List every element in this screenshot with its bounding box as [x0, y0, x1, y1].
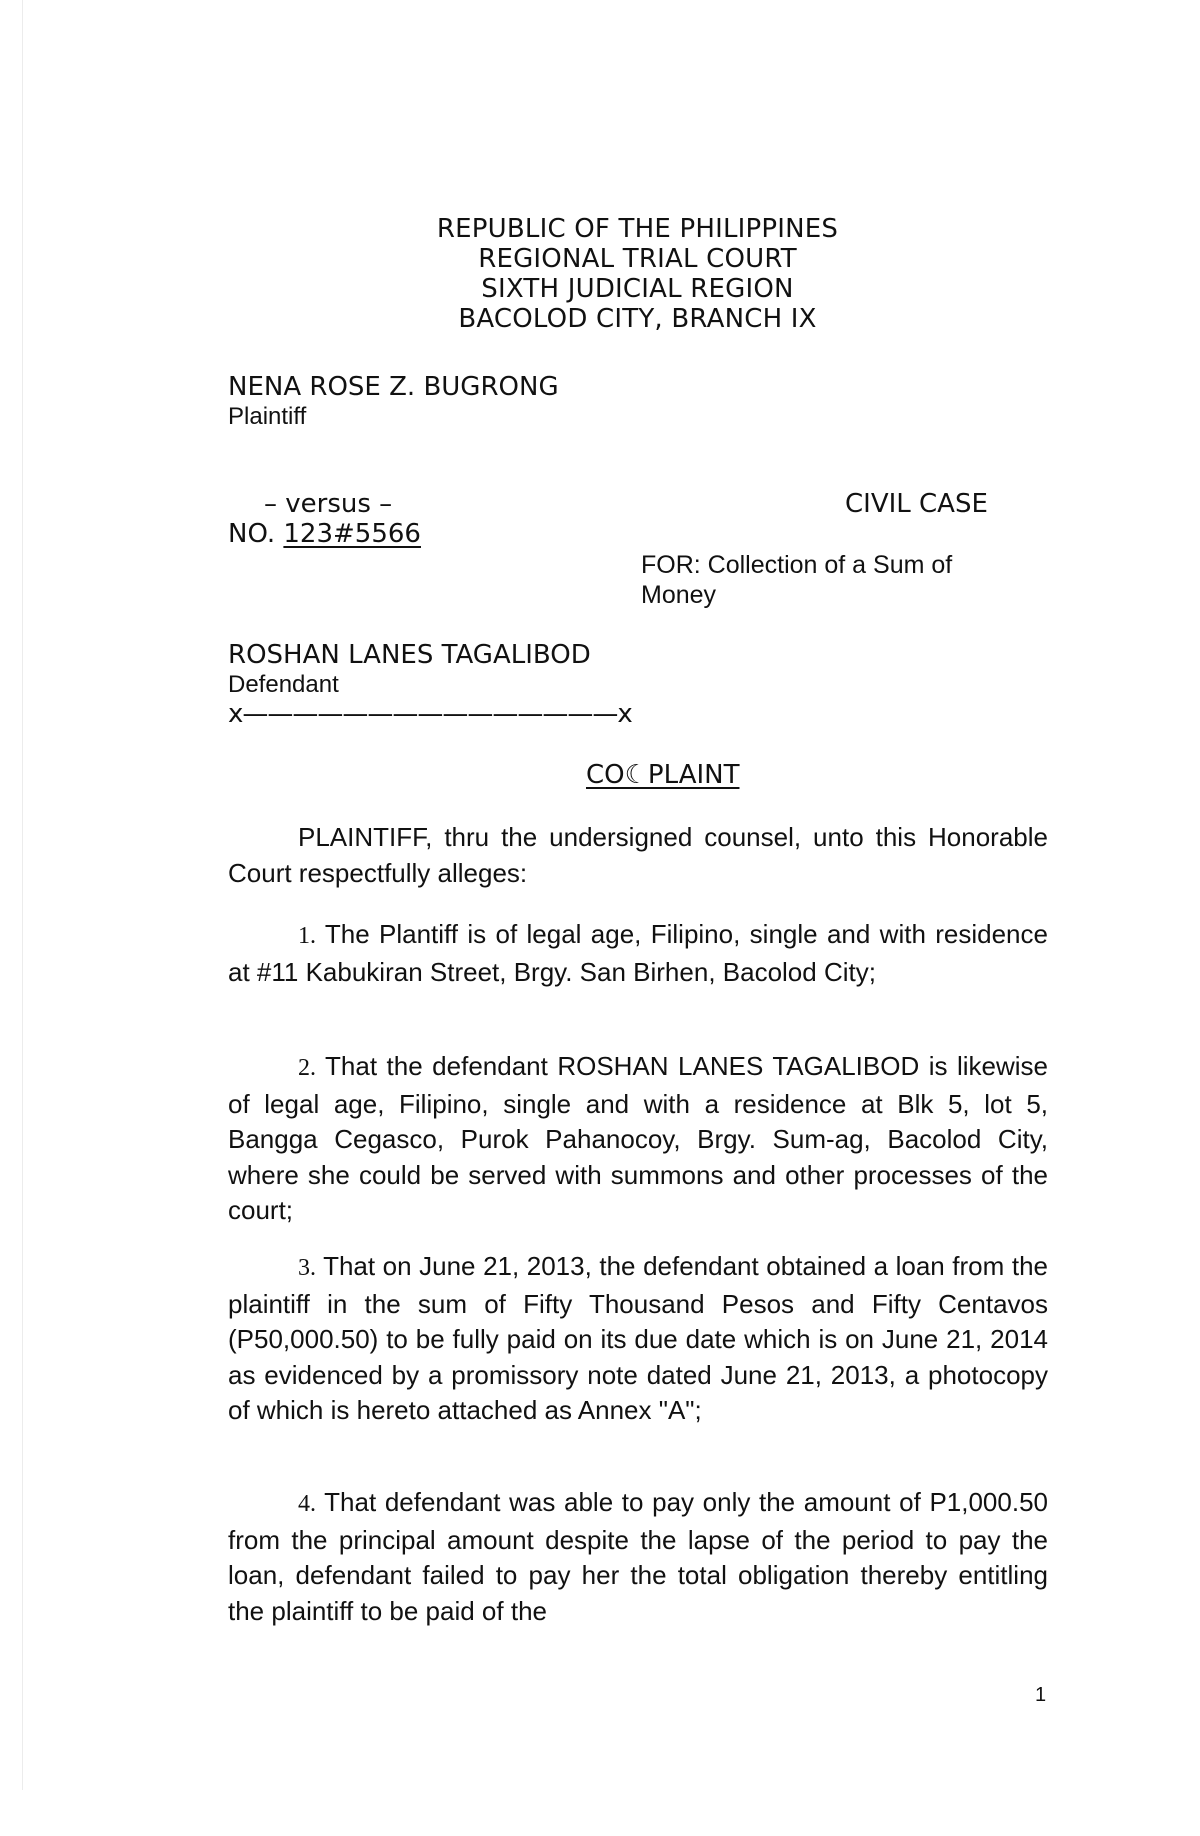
plaintiff-role: Plaintiff [228, 403, 307, 430]
court-header-line: BACOLOD CITY, BRANCH IX [458, 304, 817, 334]
plaintiff-name: NENA ROSE Z. BUGRONG [228, 372, 559, 402]
defendant-name: ROSHAN LANES TAGALIBOD [228, 640, 591, 670]
court-header-line: SIXTH JUDICIAL REGION [481, 274, 794, 304]
intro-paragraph: PLAINTIFF, thru the undersigned counsel, unto this Honorable Court respectfully alleges: [228, 822, 1048, 888]
versus-label: – versus – [264, 489, 393, 519]
paragraph-number: 1. [298, 923, 316, 949]
defendant-role: Defendant [228, 671, 339, 698]
numbered-paragraph [228, 1049, 1048, 1229]
defendant-block [228, 640, 591, 700]
court-header-line: REGIONAL TRIAL COURT [478, 244, 797, 274]
numbered-paragraph [228, 1249, 1048, 1429]
paragraph-text: That the defendant ROSHAN LANES TAGALIBOD is likewise of legal age, Filipino, single and with a residence at Blk 5, lot 5, Bangga Cegasco, Purok Pahanocoy, Brgy. Sum-ag, Bacolod City, where she could be served with summons and other processes of the court; [228, 1051, 1048, 1225]
paragraph-text: The Plantiff is of legal age, Filipino, single and with residence at #11 Kabukiran Street, Brgy. San Birhen, Bacolod City; [228, 919, 1048, 987]
civil-case-label: CIVIL CASE [845, 489, 988, 519]
paragraph-text: That on June 21, 2013, the defendant obtained a loan from the plaintiff in the sum of Fifty Thousand Pesos and Fifty Centavos (P50,000.50) to be fully paid on its due date which is on June 21, 2014 as evidenced by a promissory note dated June 21, 2013, a photocopy of which is hereto attached as Annex "A"; [228, 1251, 1048, 1425]
court-header-line: REPUBLIC OF THE PHILIPPINES [436, 214, 839, 244]
paragraph-number: 2. [298, 1055, 316, 1081]
court-header [0, 214, 1200, 334]
page-number: 1 [1035, 1684, 1047, 1706]
numbered-paragraph [228, 917, 1048, 990]
document-title: CO☾PLAINT [586, 760, 740, 790]
case-number-line [228, 519, 421, 549]
plaintiff-block [228, 372, 559, 432]
case-number: 123#5566 [283, 519, 421, 549]
case-nature: FOR: Collection of a Sum of Money [641, 551, 953, 609]
numbered-paragraph [228, 1485, 1048, 1629]
paragraph-text: That defendant was able to pay only the amount of P1,000.50 from the principal amount despite the lapse of the period to pay the loan, defendant failed to pay her the total obligation thereby entitling the plaintiff to be paid of the [228, 1487, 1048, 1626]
paragraph-number: 4. [298, 1491, 316, 1517]
paragraph-number: 3. [298, 1255, 316, 1281]
caption-separator: x———————————————x [228, 699, 632, 729]
case-number-prefix: NO. [228, 519, 276, 549]
